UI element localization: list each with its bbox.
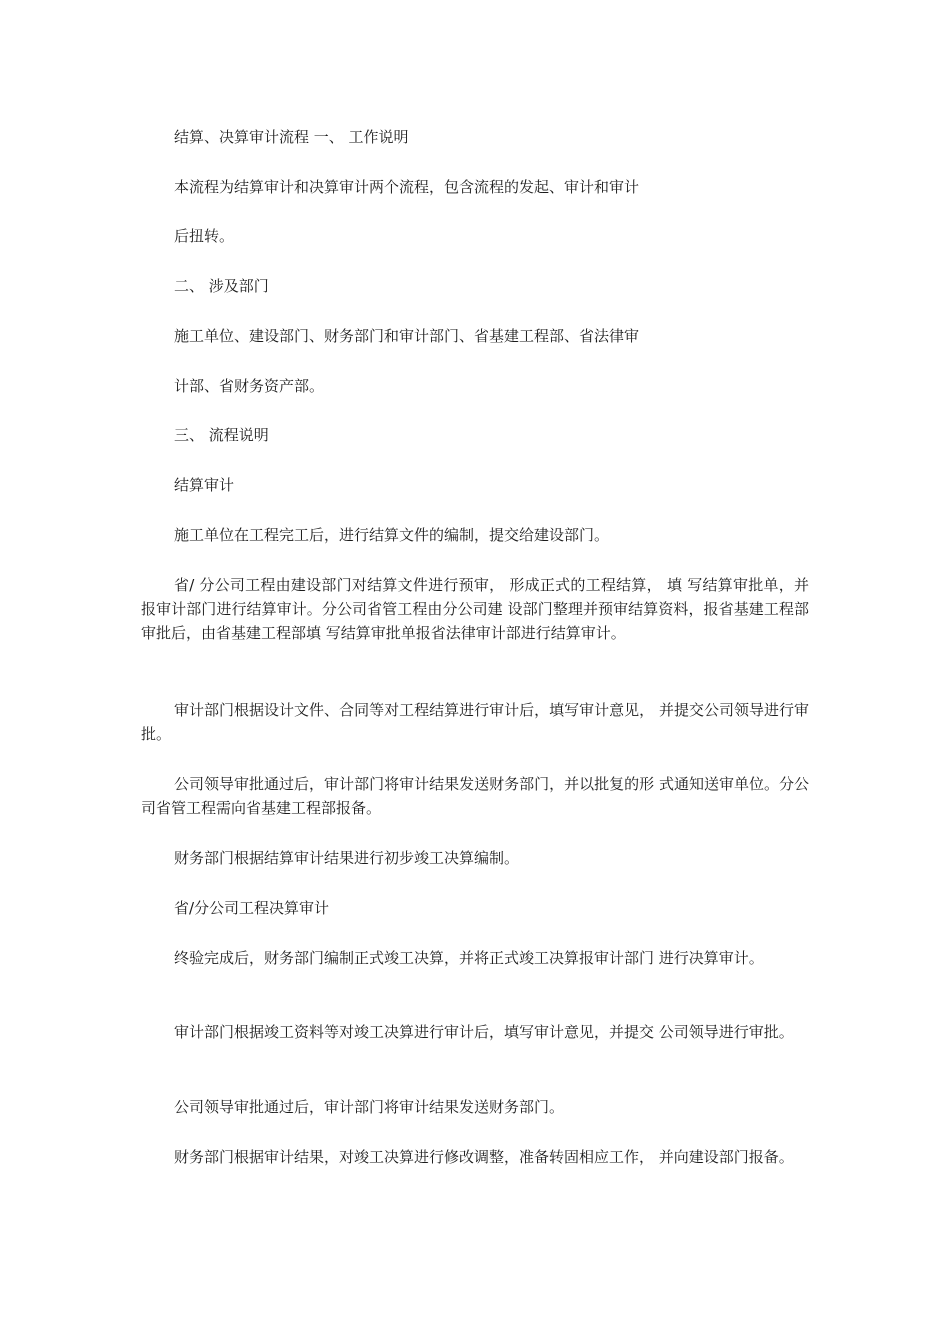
final-audit-heading: 省/分公司工程决算审计 (174, 899, 330, 917)
final-paragraph-3: 公司领导审批通过后，审计部门将审计结果发送财务部门。 (174, 1098, 565, 1116)
final-paragraph-1: 终验完成后，财务部门编制正式竣工决算，并将正式竣工决算报审计部门 进行决算审计。 (174, 949, 764, 967)
settlement-paragraph-3: 审计部门根据设计文件、合同等对工程结算进行审计后，填写审计意见， 并提交公司领导进行审批。 (141, 701, 809, 743)
final-paragraph-4: 财务部门根据审计结果，对竣工决算进行修改调整，准备转固相应工作， 并向建设部门报备。 (174, 1148, 794, 1166)
settlement-paragraph-2: 省/ 分公司工程由建设部门对结算文件进行预审， 形成正式的工程结算， 填 写结算审批单，并报审计部门进行结算审计。分公司省管工程由分公司建 设部门整理并预审结算资料，报省基建工程部审批后，由省基建工程部填 写结算审批单报省法律审计部进行结算审计。 (141, 576, 809, 642)
intro-line-2: 后扭转。 (174, 227, 235, 245)
section-2-heading: 二、 涉及部门 (174, 277, 269, 295)
settlement-paragraph-5: 财务部门根据结算审计结果进行初步竣工决算编制。 (174, 849, 520, 867)
departments-line-2: 计部、省财务资产部。 (174, 377, 325, 395)
settlement-audit-heading: 结算审计 (174, 476, 235, 494)
settlement-paragraph-1: 施工单位在工程完工后，进行结算文件的编制，提交给建设部门。 (174, 526, 610, 544)
departments-line-1: 施工单位、建设部门、财务部门和审计部门、省基建工程部、省法律审 (174, 327, 640, 345)
intro-line-1: 本流程为结算审计和决算审计两个流程，包含流程的发起、审计和审计 (174, 178, 640, 196)
final-paragraph-2: 审计部门根据竣工资料等对竣工决算进行审计后，填写审计意见，并提交 公司领导进行审批。 (174, 1023, 794, 1041)
document-title-line: 结算、决算审计流程 一、 工作说明 (174, 128, 409, 146)
settlement-paragraph-4: 公司领导审批通过后，审计部门将审计结果发送财务部门，并以批复的形 式通知送审单位。分公司省管工程需向省基建工程部报备。 (141, 775, 809, 817)
section-3-heading: 三、 流程说明 (174, 426, 269, 444)
